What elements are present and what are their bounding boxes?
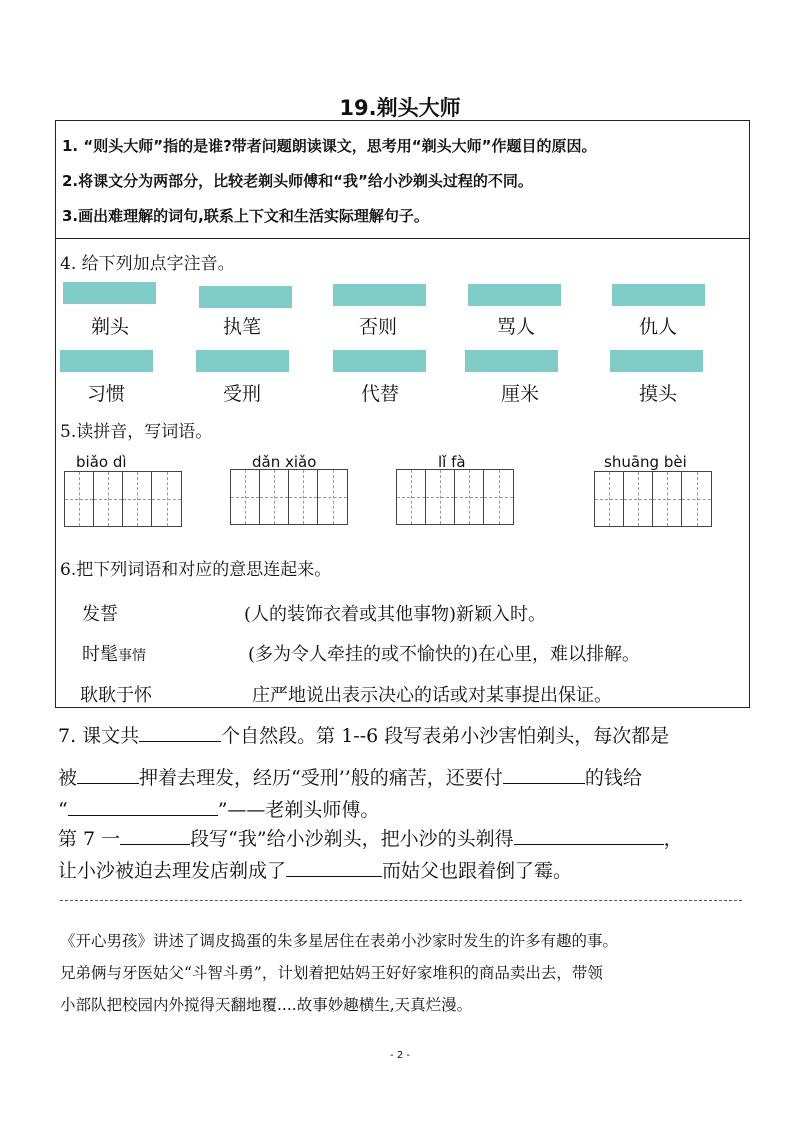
exercise-box: [55, 120, 750, 708]
reading-line: 兄弟俩与牙医姑父“斗智斗勇”，计划着把姑妈王好好家堆积的商品卖出去，带领: [60, 964, 603, 982]
dashed-divider: [60, 900, 742, 901]
answer-blank[interactable]: [139, 723, 221, 742]
vocab-word: 骂人: [496, 316, 535, 338]
pinyin-answer-box[interactable]: [333, 350, 426, 372]
pinyin-answer-box[interactable]: [465, 350, 558, 372]
q7-line-1: 7. 课文共 个自然段。第 1--6 段写表弟小沙害怕剃头，每次都是: [58, 725, 670, 747]
q5-heading: 5.读拼音，写词语。: [60, 422, 213, 442]
page-title: 19.剃头大师: [339, 96, 461, 120]
pinyin-answer-box[interactable]: [333, 284, 426, 306]
vocab-word: 否则: [358, 316, 397, 338]
pinyin-answer-box[interactable]: [612, 284, 705, 306]
answer-blank[interactable]: [120, 826, 190, 845]
pinyin-answer-box[interactable]: [468, 284, 561, 306]
answer-blank[interactable]: [286, 858, 382, 877]
answer-blank[interactable]: [77, 765, 139, 784]
match-word[interactable]: 发誓: [82, 604, 118, 625]
reading-line: 小部队把校园内外搅得天翻地覆....故事妙趣横生,天真烂漫。: [60, 996, 473, 1014]
question-2: 2.将课文分为两部分，比较老剃头师傅和“我”给小沙剃头过程的不同。: [62, 172, 533, 190]
answer-blank[interactable]: [503, 765, 585, 784]
pinyin-prompt: dǎn xiǎo: [252, 453, 317, 471]
answer-blank[interactable]: [68, 797, 218, 816]
pinyin-answer-box[interactable]: [63, 282, 156, 304]
vocab-word: 厘米: [500, 383, 539, 405]
vocab-word: 受刑: [222, 383, 261, 405]
pinyin-prompt: shuāng bèi: [604, 453, 687, 471]
vocab-word: 执笔: [222, 316, 261, 338]
question-1: 1. “则头大师”指的是谁?带者问题朗读课文，思考用“剃头大师”作题目的原因。: [62, 137, 597, 155]
pinyin-answer-box[interactable]: [60, 350, 153, 372]
page-number: - 2 -: [390, 1050, 410, 1061]
match-meaning[interactable]: 庄严地说出表示决心的话或对某事提出保证。: [252, 685, 612, 706]
pinyin-answer-box[interactable]: [196, 350, 289, 372]
vocab-word: 习惯: [86, 383, 125, 405]
writing-grid[interactable]: [396, 469, 514, 525]
pinyin-prompt: lǐ fà: [438, 453, 466, 471]
writing-grid[interactable]: [594, 471, 712, 527]
pinyin-answer-box[interactable]: [199, 286, 292, 308]
writing-grid[interactable]: [230, 469, 348, 525]
q4-heading: 4. 给下列加点字注音。: [60, 254, 235, 274]
question-3: 3.画出难理解的词句,联系上下文和生活实际理解句子。: [62, 207, 429, 225]
pinyin-answer-box[interactable]: [610, 350, 703, 372]
match-word[interactable]: 时髦事情: [82, 644, 146, 665]
writing-grid[interactable]: [64, 471, 182, 527]
q7-line-5: 让小沙被迫去理发店剃成了 而姑父也跟着倒了霉。: [58, 860, 573, 882]
match-meaning[interactable]: (人的装饰衣着或其他事物)新颖入时。: [244, 604, 547, 625]
q7-line-3: “ ”——老剃头师傅。: [58, 799, 380, 821]
vocab-word: 摸头: [638, 383, 677, 405]
match-word[interactable]: 耿耿于怀: [80, 685, 152, 706]
divider: [56, 238, 749, 239]
small-note: 事情: [118, 648, 146, 664]
vocab-word: 剃头: [90, 316, 129, 338]
q7-line-2: 被 押着去理发，经历“受刑’’般的痛苦，还要付 的钱给: [58, 767, 642, 789]
vocab-word: 仇人: [638, 316, 677, 338]
pinyin-prompt: biǎo dì: [76, 453, 127, 471]
vocab-word: 代替: [360, 383, 399, 405]
q6-heading: 6.把下列词语和对应的意思连起来。: [60, 560, 332, 580]
match-meaning[interactable]: (多为令人牵挂的或不愉快的)在心里，难以排解。: [248, 644, 641, 665]
q7-line-4: 第 7 一 段写“我”给小沙剃头，把小沙的头剃得 ，: [58, 828, 683, 850]
answer-blank[interactable]: [514, 826, 664, 845]
reading-line: 《开心男孩》讲述了调皮捣蛋的朱多星居住在表弟小沙家时发生的许多有趣的事。: [60, 932, 619, 950]
